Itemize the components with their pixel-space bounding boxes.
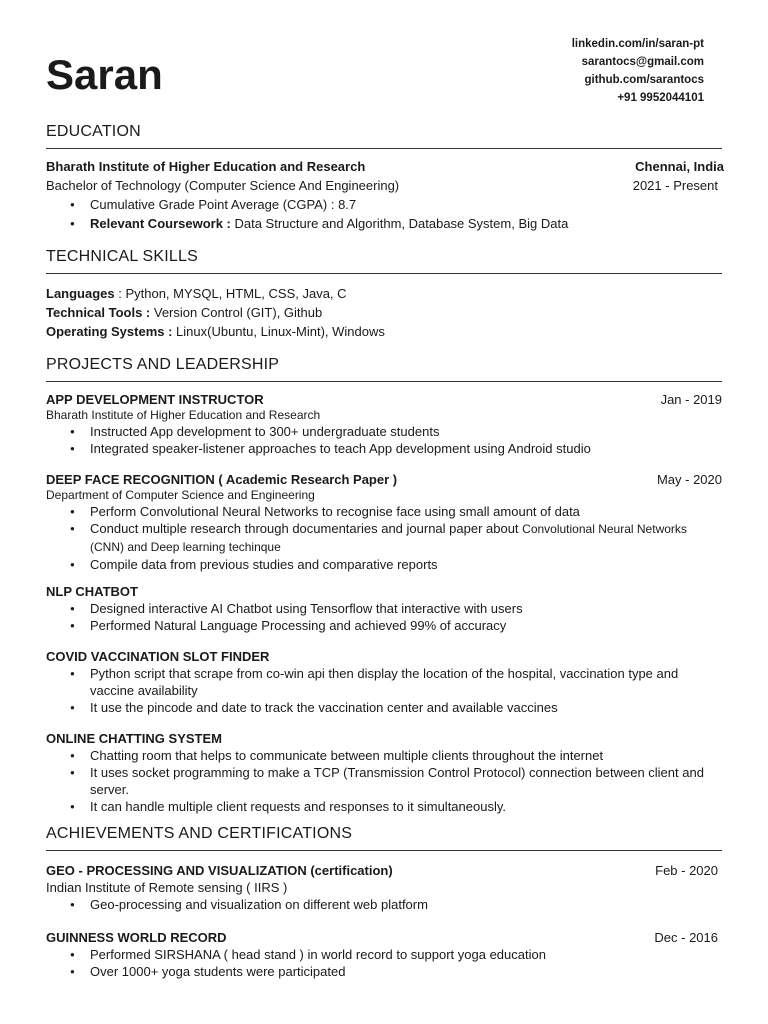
achievement-heading: GUINNESS WORLD RECORD (46, 930, 227, 945)
list-item: ● Compile data from previous studies and comparative reports (46, 556, 722, 573)
section-title: EDUCATION (46, 123, 141, 140)
section-title: ACHIEVEMENTS AND CERTIFICATIONS (46, 825, 353, 842)
achievements-section-header (46, 823, 722, 851)
education-block (46, 158, 722, 232)
contact-block (572, 35, 704, 107)
project-nlp-chatbot (46, 583, 722, 634)
education-section-header (46, 121, 722, 149)
degree: Bachelor of Technology (Computer Science And Engineering) (46, 178, 400, 193)
list-item: ● Chatting room that helps to communicate between multiple clients throughout the internet (46, 747, 722, 764)
achievement-date: Dec - 2016 (654, 930, 718, 945)
list-item: ● Designed interactive AI Chatbot using Tensorflow that interactive with users (46, 600, 722, 617)
section-divider (46, 850, 722, 851)
project-heading: DEEP FACE RECOGNITION ( Academic Research Paper ) (46, 472, 398, 487)
project-org: Department of Computer Science and Engineering (46, 488, 315, 502)
linkedin-link[interactable]: linkedin.com/in/saran-pt (571, 38, 704, 50)
achievement-geo-processing (46, 862, 722, 913)
list-item: ● It use the pincode and date to track the vaccination center and available vaccines (46, 699, 722, 716)
project-org: Bharath Institute of Higher Education and Research (46, 408, 321, 422)
list-item: ● Cumulative Grade Point Average (CGPA) : 8.7 (46, 196, 722, 213)
project-heading: ONLINE CHATTING SYSTEM (46, 731, 222, 746)
project-covid-slot-finder (46, 648, 722, 716)
candidate-name: Saran (46, 51, 163, 98)
email-link[interactable]: sarantocs@gmail.com (581, 56, 704, 68)
institution-location: Chennai, India (635, 159, 724, 174)
list-item: ● Python script that scrape from co-win api then display the location of the hospital, vaccination type and vaccine availability (46, 665, 722, 699)
list-item: ● Performed SIRSHANA ( head stand ) in world record to support yoga education (46, 946, 722, 963)
list-item: ● It can handle multiple client requests and responses to it simultaneously. (46, 798, 722, 815)
section-divider (46, 148, 722, 149)
projects-section-header (46, 354, 722, 382)
list-item: ● Relevant Coursework : Data Structure and Algorithm, Database System, Big Data (46, 215, 722, 232)
project-app-instructor (46, 391, 722, 457)
project-heading: APP DEVELOPMENT INSTRUCTOR (46, 392, 264, 407)
project-heading: COVID VACCINATION SLOT FINDER (46, 649, 270, 664)
section-divider (46, 381, 722, 382)
achievement-guinness (46, 929, 722, 980)
languages-line: Languages : Python, MYSQL, HTML, CSS, Java, C (46, 286, 347, 301)
phone-number: +91 9952044101 (617, 92, 704, 104)
project-date: May - 2020 (656, 472, 722, 487)
list-item: ● Perform Convolutional Neural Networks to recognise face using small amount of data (46, 503, 722, 520)
list-item: ● Performed Natural Language Processing and achieved 99% of accuracy (46, 617, 722, 634)
list-item: ● It uses socket programming to make a TCP (Transmission Control Protocol) connection between client and server. (46, 764, 722, 798)
institution-name: Bharath Institute of Higher Education and Research (46, 159, 366, 174)
project-face-recognition (46, 471, 722, 573)
project-heading: NLP CHATBOT (46, 584, 138, 599)
achievement-org: Indian Institute of Remote sensing ( IIRS ) (46, 880, 288, 895)
list-item: ● Instructed App development to 300+ undergraduate students (46, 423, 722, 440)
list-item: ● Conduct multiple research through documentaries and journal paper about Convolutional Neural Networks (CNN) and Deep learning techinque (46, 520, 722, 556)
project-online-chatting (46, 730, 722, 815)
list-item: ● Integrated speaker-listener approaches to teach App development using Android studio (46, 440, 722, 457)
tools-line: Technical Tools : Version Control (GIT), Github (46, 305, 323, 320)
skills-section-header (46, 246, 722, 274)
skills-block (46, 284, 722, 341)
os-line: Operating Systems : Linux(Ubuntu, Linux-Mint), Windows (46, 324, 385, 339)
achievement-date: Feb - 2020 (655, 863, 718, 878)
section-title: PROJECTS AND LEADERSHIP (46, 356, 280, 373)
section-title: TECHNICAL SKILLS (46, 248, 198, 265)
github-link[interactable]: github.com/sarantocs (584, 74, 704, 86)
achievement-heading: GEO - PROCESSING AND VISUALIZATION (certification) (46, 863, 393, 878)
section-divider (46, 273, 722, 274)
project-date: Jan - 2019 (660, 392, 722, 407)
list-item: ● Geo-processing and visualization on different web platform (46, 896, 722, 913)
list-item: ● Over 1000+ yoga students were participated (46, 963, 722, 980)
education-dates: 2021 - Present (632, 178, 718, 193)
